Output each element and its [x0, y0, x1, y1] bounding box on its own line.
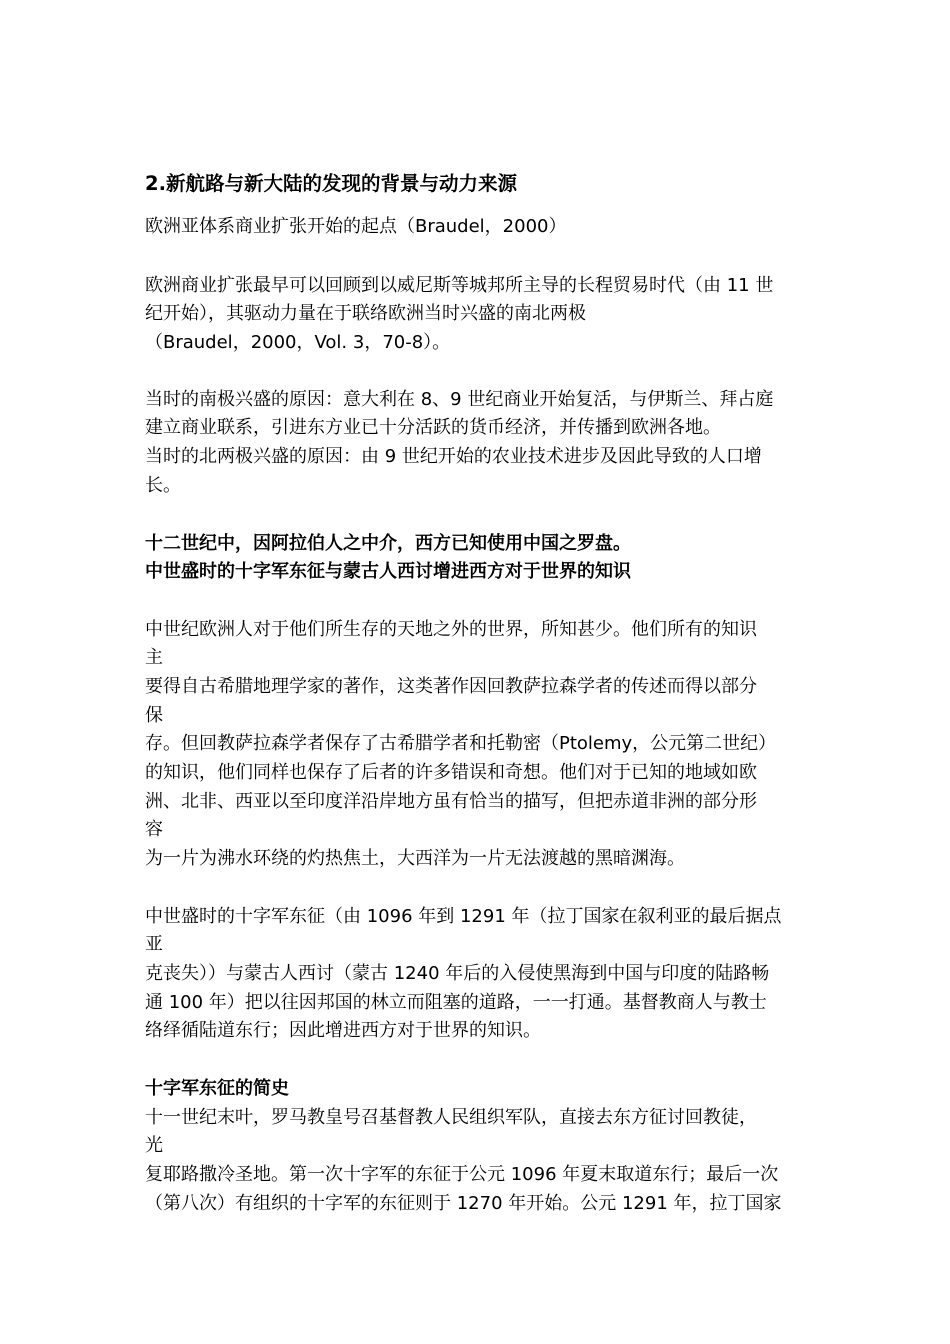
text-line: 保: [145, 705, 163, 726]
text-line: 要得自古希腊地理学家的著作，这类著作因回教萨拉森学者的传述而得以部分: [145, 676, 757, 697]
bold-line: 十字军东征的简史: [145, 1078, 289, 1099]
bold-line: 中世盛时的十字军东征与蒙古人西讨增进西方对于世界的知识: [145, 561, 631, 582]
text-line: 克丧失））与蒙古人西讨（蒙古 1240 年后的入侵使黑海到中国与印度的陆路畅: [145, 963, 770, 984]
text-line: 建立商业联系，引进东方业已十分活跃的货币经济，并传播到欧洲各地。: [145, 417, 721, 438]
text-line: 通 100 年）把以往因邦国的林立而阻塞的道路，一一打通。基督教商人与教士: [145, 992, 767, 1013]
subtitle-line: 欧洲亚体系商业扩张开始的起点（Braudel，2000）: [145, 216, 567, 237]
text-line: 容: [145, 819, 163, 840]
text-line: 亚: [145, 934, 163, 955]
text-line: 复耶路撒冷圣地。第一次十字军的东征于公元 1096 年夏末取道东行；最后一次: [145, 1164, 779, 1185]
text-line: 洲、北非、西亚以至印度洋沿岸地方虽有恰当的描写，但把赤道非洲的部分形: [145, 791, 757, 812]
text-line: 当时的南极兴盛的原因：意大利在 8、9 世纪商业开始复活，与伊斯兰、拜占庭: [145, 389, 774, 410]
text-line: 主: [145, 647, 163, 668]
bold-line: 十二世纪中，因阿拉伯人之中介，西方已知使用中国之罗盘。: [145, 533, 631, 554]
text-line: 的知识，他们同样也保存了后者的许多错误和奇想。他们对于已知的地域如欧: [145, 762, 757, 783]
text-line: 中世纪欧洲人对于他们所生存的天地之外的世界，所知甚少。他们所有的知识: [145, 619, 757, 640]
text-line: 中世盛时的十字军东征（由 1096 年到 1291 年（拉丁国家在叙利亚的最后据点: [145, 906, 782, 927]
text-line: 纪开始），其驱动力量在于联络欧洲当时兴盛的南北两极: [145, 303, 586, 324]
text-line: 欧洲商业扩张最早可以回顾到以威尼斯等城邦所主导的长程贸易时代（由 11 世: [145, 275, 774, 296]
text-line: 存。但回教萨拉森学者保存了古希腊学者和托勒密（Ptolemy，公元第二世纪）: [145, 733, 777, 754]
text-line: 络绎循陆道东行；因此增进西方对于世界的知识。: [145, 1020, 541, 1041]
text-line: 长。: [145, 475, 181, 496]
section-heading: 2.新航路与新大陆的发现的背景与动力来源: [145, 172, 517, 195]
text-line: （第八次）有组织的十字军的东征则于 1270 年开始。公元 1291 年，拉丁国家: [145, 1193, 782, 1214]
text-line: 光: [145, 1135, 163, 1156]
text-line: 十一世纪末叶，罗马教皇号召基督教人民组织军队，直接去东方征讨回教徒，: [145, 1107, 757, 1128]
text-line: （Braudel，2000，Vol. 3，70-8）。: [145, 332, 451, 353]
text-line: 为一片为沸水环绕的灼热焦土，大西洋为一片无法渡越的黑暗渊海。: [145, 848, 685, 869]
text-line: 当时的北两极兴盛的原因：由 9 世纪开始的农业技术进步及因此导致的人口增: [145, 446, 762, 467]
